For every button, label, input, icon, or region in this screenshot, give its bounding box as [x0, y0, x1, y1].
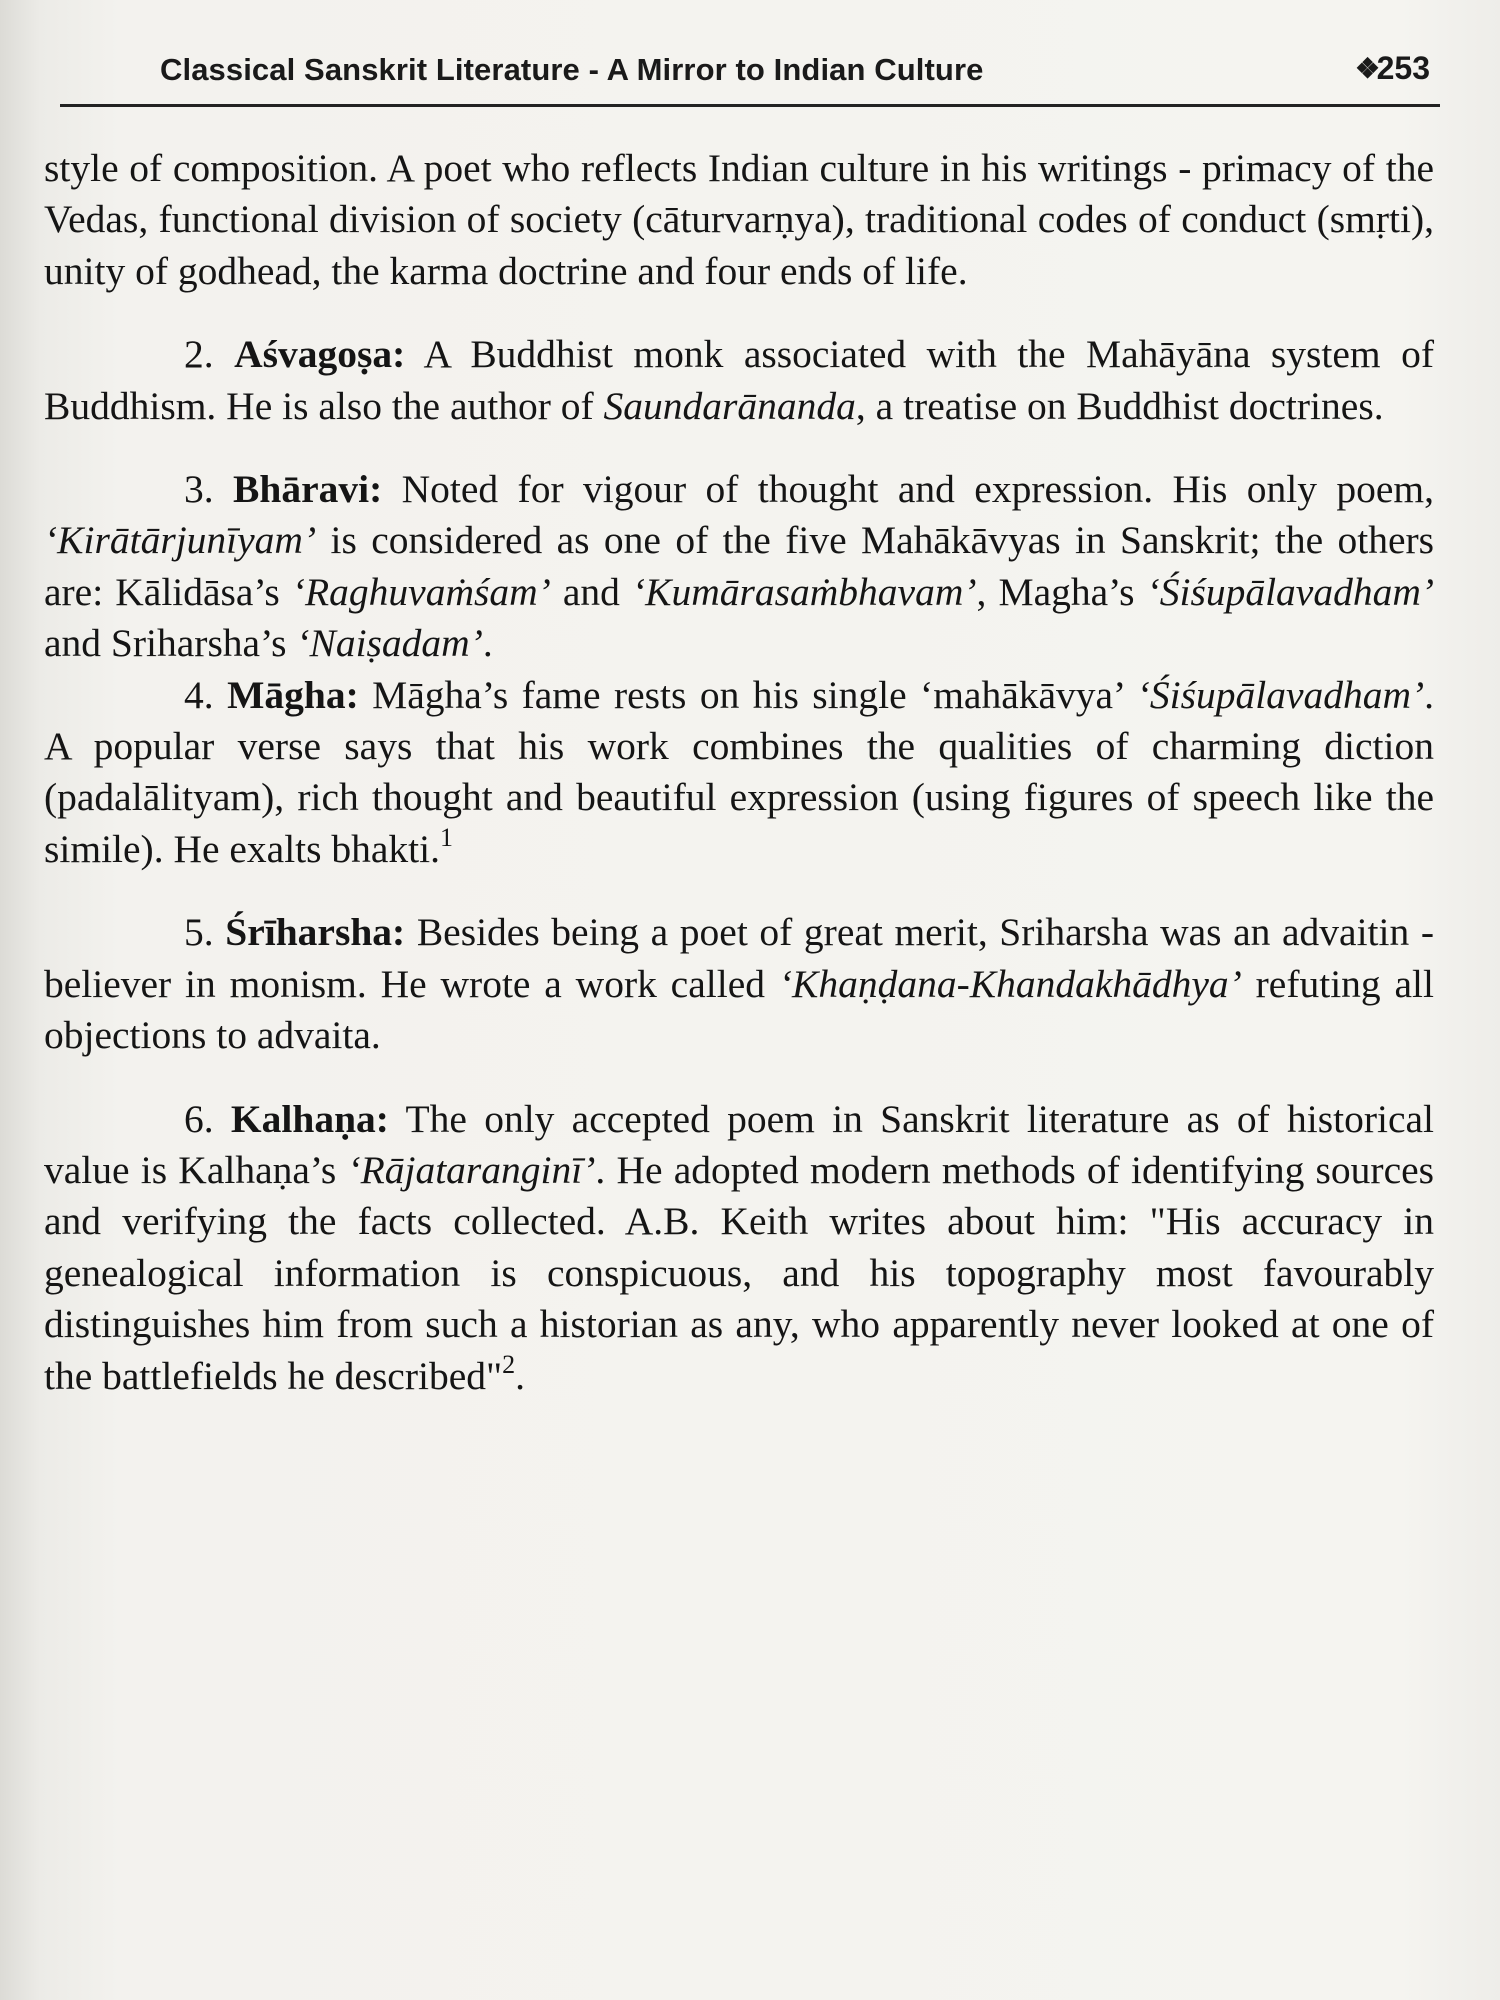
header-ornament-icon: ❖ [1355, 53, 1381, 84]
work-title: ‘Śiśupālavadham’ [1146, 569, 1435, 614]
work-title: ‘Śiśupālavadham’ [1136, 672, 1425, 717]
paragraph-text: , Magha’s [976, 569, 1135, 614]
term-heading: Aśvagoṣa: [234, 332, 406, 377]
item-number: 4. [184, 672, 214, 717]
work-title: ‘Kumārasaṁbhavam’ [632, 569, 977, 614]
paragraph-text: is considered as one of the five Mahākāvyas in Sanskrit; the others are: Kālidāsa’s [44, 518, 1435, 614]
paragraph-text: , a treatise on Buddhist doctrines. [855, 383, 1384, 428]
running-header [60, 44, 1440, 107]
term-heading: Bhāravi: [233, 467, 383, 512]
work-title: ‘Rājataranginī’ [347, 1147, 596, 1192]
paragraph-text: Māgha’s fame rests on his single ‘mahākāvya’ [372, 672, 1124, 717]
paragraph-kalhana [44, 1094, 1434, 1402]
footnote-marker: 1 [440, 822, 454, 852]
work-title: ‘Kirātārjunīyam’ [44, 518, 317, 563]
work-title: ‘Naiṣadam’ [296, 621, 483, 666]
paragraph-text: A Buddhist monk associated with the Mahāyāna system of Buddhism. He is also the author of [44, 332, 1434, 428]
paragraph-sriharsha [44, 907, 1434, 1061]
item-number: 6. [184, 1096, 214, 1141]
item-number: 2. [184, 332, 214, 377]
work-title: ‘Khaṇḍana-Khandakhādhya’ [778, 961, 1242, 1006]
paragraph-text: The only accepted poem in Sanskrit literature as of historical value is Kalhaṇa’s [44, 1096, 1435, 1192]
paragraph-text: style of composition. A poet who reflects Indian culture in his writings - primacy of the Vedas, functional division of society (cāturvarṇya), traditional codes of conduct (smṛti), unity of godhead, the karma doctrine and four ends of life. [44, 146, 1434, 293]
paragraph-continuation [44, 143, 1434, 297]
paragraph-text: . A popular verse says that his work combines the qualities of charming diction (padalālityam), rich thought and beautiful expression (using figures of speech like the simile). He exalts bhakti. [44, 672, 1435, 871]
paragraph-text: Besides being a poet of great merit, Sriharsha was an advaitin - believer in monism. He wrote a work called [44, 910, 1435, 1006]
item-number: 3. [184, 467, 214, 512]
header-title: Classical Sanskrit Literature - A Mirror to Indian Culture [160, 52, 984, 87]
term-heading: Kalhaṇa: [230, 1096, 389, 1141]
paragraph-text: . [482, 621, 493, 666]
paragraph-bharavi [44, 464, 1434, 670]
term-heading: Śrīharsha: [225, 910, 406, 955]
body-text [44, 143, 1434, 1402]
paragraph-text: and [562, 569, 620, 614]
footnote-marker: 2 [502, 1349, 516, 1379]
paragraph-text: . [515, 1353, 526, 1398]
term-heading: Māgha: [227, 672, 359, 717]
work-title: Saundarānanda [603, 383, 856, 428]
paragraph-magha [44, 670, 1434, 876]
paragraph-text: Noted for vigour of thought and expression. His only poem, [401, 467, 1435, 512]
paragraph-text: . He adopted modern methods of identifying sources and verifying the facts collected. A.B. Keith writes about him: "His accuracy in genealogical information is conspicuous, and his topography most favourably distinguishes him from such a historian as any, who apparently never looked at one of the battlefields he described" [44, 1147, 1434, 1398]
work-title: ‘Raghuvaṁśam’ [291, 569, 551, 614]
paragraph-asvagosa [44, 329, 1434, 432]
page-number: 253 [1376, 50, 1430, 86]
paragraph-text: refuting all objections to advaita. [44, 961, 1435, 1058]
paragraph-text: and Sriharsha’s [44, 621, 287, 666]
item-number: 5. [184, 910, 214, 955]
